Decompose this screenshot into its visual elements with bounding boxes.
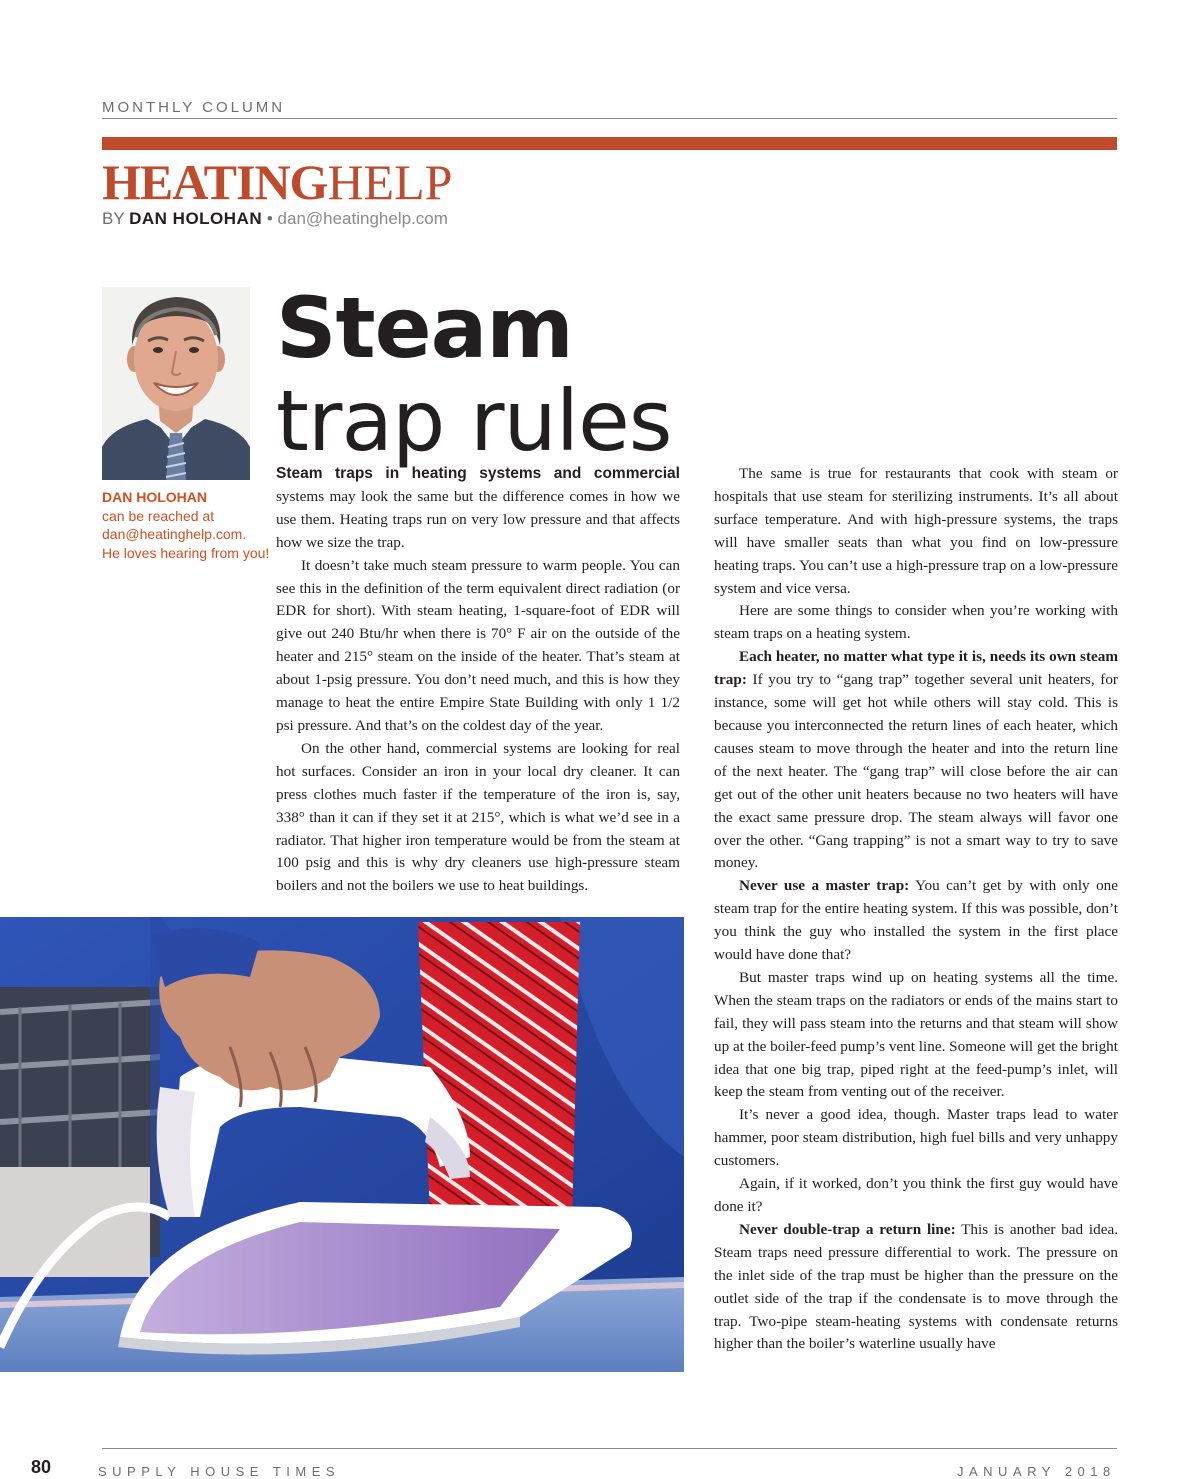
- paragraph-text: You can’t get by with only one steam trap for the entire heating system. If this was possible, don’t you think the guy who installed the system in the first place would have done that?: [714, 877, 1118, 964]
- bio-email[interactable]: dan@heatinghelp.com.: [102, 526, 247, 542]
- rule-heading: Each heater, no matter what type it is, needs its own steam trap:: [714, 648, 1118, 689]
- accent-bar: [102, 137, 1117, 150]
- bio-name: DAN HOLOHAN: [102, 489, 207, 505]
- byline-author: DAN HOLOHAN: [129, 209, 263, 228]
- article-column-right: [714, 463, 1118, 1356]
- top-divider: [102, 118, 1117, 119]
- paragraph: [714, 875, 1118, 967]
- paragraph-text: systems may look the same but the difference comes in how we use them. Heating traps run on very low pressure and that affects how we size the trap.: [276, 487, 680, 551]
- paragraph-text: If you try to “gang trap” together several unit heaters, for instance, some will get hot while others will stay cold. This is because you interconnected the return lines of each heater, which causes steam to move through the heater and into the return line of the next heater. The “gang trap” will close before the air can get out of the other unit heaters because no two heaters will have the exact same pressure drop. The steam always will favor one over the other. “Gang trapping” is not a smart way to try to save money.: [714, 671, 1118, 872]
- byline-email[interactable]: dan@heatinghelp.com: [277, 209, 448, 228]
- column-label: MONTHLY COLUMN: [102, 99, 286, 116]
- column-brand: [102, 154, 452, 210]
- bio-line-3: He loves hearing from you!: [102, 544, 270, 561]
- publication-name: SUPPLY HOUSE TIMES: [98, 1464, 341, 1479]
- headline-line-1: Steam: [276, 279, 573, 377]
- paragraph: [276, 463, 680, 555]
- brand-light: HELP: [327, 154, 453, 210]
- lead-in: Steam traps in heating systems and commercial: [276, 465, 680, 482]
- byline: [102, 209, 448, 229]
- bottom-divider: [102, 1448, 1117, 1449]
- paragraph: But master traps wind up on heating systems all the time. When the steam traps on the radiators or ends of the mains start to fail, they will pass steam into the returns and that steam will show up at the boiler-feed pump’s vent line. Someone will get the bright idea that one big trap, piped right at the feed-pump’s inlet, will keep the steam from venting out of the receiver.: [714, 968, 1118, 1101]
- paragraph: The same is true for restaurants that cook with steam or hospitals that use steam for sterilizing instruments. It’s all about surface temperature. And with high-pressure systems, the traps will have smaller seats than what you find on low-pressure heating traps. You can’t use a high-pressure trap on a low-pressure system and vice versa.: [714, 465, 1118, 597]
- rule-heading: Never use a master trap:: [739, 877, 910, 895]
- paragraph: Again, if it worked, don’t you think the first guy would have done it?: [714, 1175, 1118, 1215]
- paragraph: On the other hand, commercial systems are looking for real hot surfaces. Consider an iron in your local dry cleaner. It can press clothes much faster if the temperature of the iron is, say, 338° than it can if they set it at 215°, which is what we’d see in a radiator. That higher iron temperature would be from the steam at 100 psig and this is why dry cleaners use high-pressure steam boilers and not the boilers we use to heat buildings.: [276, 739, 680, 895]
- article-headline: [276, 279, 672, 470]
- paragraph: [714, 1219, 1118, 1356]
- headline-line-2: trap rules: [276, 372, 672, 470]
- paragraph-text: This is another bad idea. Steam traps need pressure differential to work. The pressure on the inlet side of the trap must be higher than the pressure on the outlet side of the trap if the condensate is to move through the trap. Two-pipe steam-heating systems with condensate returns higher than the boiler’s waterline usually have: [714, 1220, 1118, 1353]
- paragraph: It’s never a good idea, though. Master traps lead to water hammer, poor steam distribution, high fuel bills and very unhappy customers.: [714, 1106, 1118, 1170]
- article-column-left: [276, 463, 680, 898]
- byline-separator: •: [266, 209, 273, 228]
- iron-photo: [0, 917, 684, 1372]
- byline-prefix: BY: [102, 209, 125, 228]
- paragraph: It doesn’t take much steam pressure to warm people. You can see this in the definition of the term equivalent direct radiation (or EDR for short). With steam heating, 1-square-foot of EDR will give out 240 Btu/hr when there is 70° F air on the outside of the heater and 215° steam on the inside of the heater. That’s steam at about 1-psig pressure. You don’t need much, and this is how they manage to heat the entire Empire State Building with only 1 1/2 psi pressure. And that’s on the coldest day of the year.: [276, 556, 680, 734]
- brand-bold: HEATING: [102, 154, 328, 210]
- bio-line-1: can be reached at: [102, 507, 215, 524]
- author-bio: [102, 488, 272, 562]
- issue-date: JANUARY 2018: [957, 1464, 1116, 1479]
- page-number: 80: [31, 1457, 52, 1477]
- author-photo: [102, 287, 250, 480]
- paragraph: Here are some things to consider when you’re working with steam traps on a heating system.: [714, 602, 1118, 643]
- paragraph: [714, 646, 1118, 875]
- rule-heading: Never double-trap a return line:: [739, 1220, 956, 1238]
